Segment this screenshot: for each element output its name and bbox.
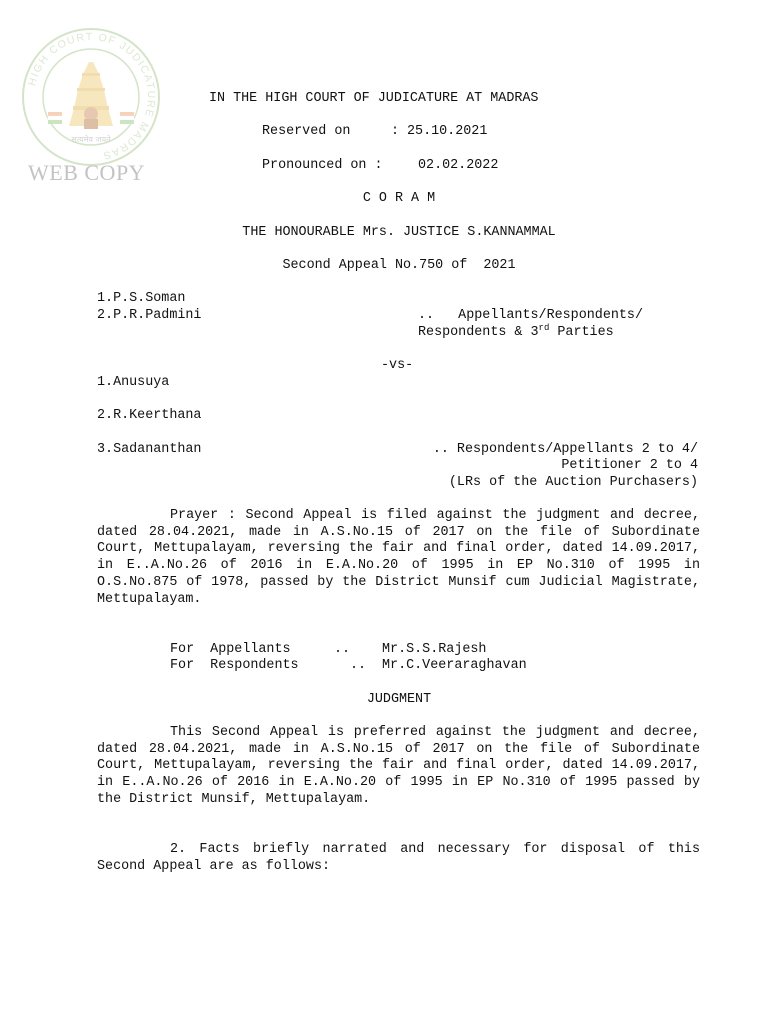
appellant-1: 1.P.S.Soman bbox=[97, 291, 186, 306]
counsel-respondents-separator: .. bbox=[350, 658, 367, 673]
counsel-appellants-label: For Appellants bbox=[170, 642, 291, 657]
counsel-appellants-separator: .. bbox=[334, 642, 351, 657]
counsel-appellants-name: Mr.S.S.Rajesh bbox=[382, 642, 487, 657]
respondents-role-line1: .. Respondents/Appellants 2 to 4/ bbox=[432, 442, 698, 457]
web-copy-watermark: WEB COPY bbox=[28, 160, 146, 185]
versus: -vs- bbox=[381, 358, 414, 373]
high-court-seal-icon bbox=[20, 26, 162, 168]
reserved-label: Reserved on bbox=[262, 124, 351, 139]
prayer-paragraph: Prayer : Second Appeal is filed against the judgment and decree, dated 28.04.2021, made in A.S.No.15 of 2017 on the file of Subordinate Court, Mettupalayam, reversing the fair and final order, dated 14.09.2017, in E..A.No.26 of 2016 in E.A.No.20 of 1995 in EP No.310 of 1995 in O.S.No.875 of 1978, passed by the District Munsif cum Judicial Magistrate, Mettupalayam. bbox=[97, 508, 700, 607]
appellants-role-line2: Respondents & 3rd Parties bbox=[418, 323, 614, 340]
respondents-role-line3: (LRs of the Auction Purchasers) bbox=[448, 475, 698, 490]
respondents-role-line2: Petitioner 2 to 4 bbox=[561, 458, 698, 473]
appellants-role-line1: .. Appellants/Respondents/ bbox=[418, 308, 643, 323]
seal-motto: सत्यमेव जयते bbox=[71, 135, 111, 144]
judgment-paragraph-1: This Second Appeal is preferred against the judgment and decree, dated 28.04.2021, made in A.S.No.15 of 2017 on the file of Subordinate Court, Mettupalayam, reversing the fair and final order, dated 14.09.2017, in E..A.No.26 of 2016 in E.A.No.20 of 1995 in EP No.310 of 1995 passed by the District Munsif, Mettupalayam. bbox=[97, 725, 700, 807]
court-title: IN THE HIGH COURT OF JUDICATURE AT MADRAS bbox=[209, 91, 539, 106]
judgment-paragraph-2: 2. Facts briefly narrated and necessary for disposal of this Second Appeal are as follows: bbox=[97, 842, 700, 874]
reserved-date: 25.10.2021 bbox=[407, 124, 488, 139]
respondent-2: 2.R.Keerthana bbox=[97, 408, 202, 423]
appellant-2: 2.P.R.Padmini bbox=[97, 308, 202, 323]
case-number: Second Appeal No.750 of 2021 bbox=[282, 258, 516, 273]
pronounced-label: Pronounced on : bbox=[262, 158, 383, 173]
seal-ring-text: HIGH COURT OF JUDICATURE MADRAS bbox=[26, 30, 158, 162]
pronounced-date: 02.02.2022 bbox=[418, 158, 499, 173]
respondent-1: 1.Anusuya bbox=[97, 375, 170, 390]
judgment-heading: JUDGMENT bbox=[366, 692, 432, 707]
counsel-respondents-label: For Respondents bbox=[170, 658, 299, 673]
respondent-3: 3.Sadananthan bbox=[97, 442, 202, 457]
coram-heading: C O R A M bbox=[362, 191, 436, 206]
judge-name: THE HONOURABLE Mrs. JUSTICE S.KANNAMMAL bbox=[242, 225, 556, 240]
counsel-respondents-name: Mr.C.Veeraraghavan bbox=[382, 658, 527, 673]
reserved-separator: : bbox=[391, 124, 400, 139]
